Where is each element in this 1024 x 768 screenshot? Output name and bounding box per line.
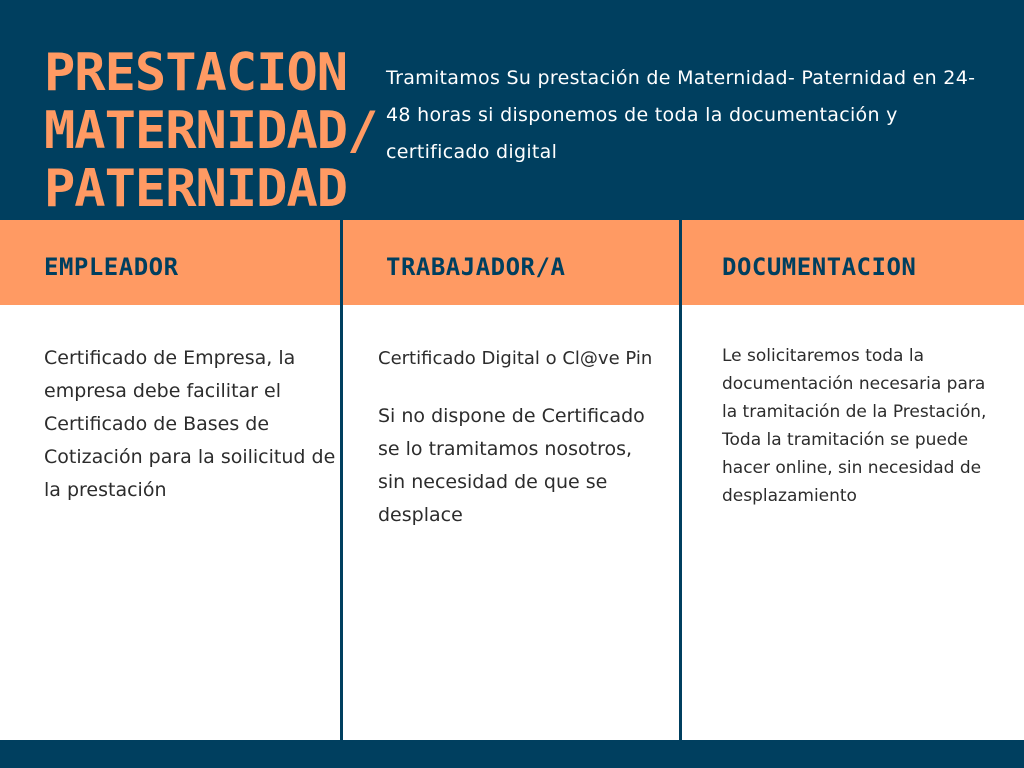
title-line-3: PATERNIDAD — [44, 159, 348, 219]
heading-empleador: EMPLEADOR — [44, 253, 179, 281]
page-title — [44, 44, 384, 218]
column-divider — [679, 220, 682, 740]
intro-text: Tramitamos Su prestación de Maternidad- Paternidad en 24-48 horas si disponemos de toda la documentación y certificado digital — [386, 67, 976, 163]
trabajador-certificate-text: Certificado Digital o Cl@ve Pin — [378, 348, 653, 369]
documentacion-text: Le solicitaremos toda la documentación necesaria para la tramitación de la Prestación, Toda la tramitación se puede hacer online, sin necesidad de desplazamiento — [722, 346, 987, 506]
column-divider — [340, 220, 343, 740]
title-line-1: PRESTACION — [44, 43, 348, 103]
heading-documentacion: DOCUMENTACION — [722, 253, 917, 281]
title-line-2: MATERNIDAD/ — [44, 101, 378, 161]
heading-trabajador: TRABAJADOR/A — [386, 253, 566, 281]
footer-band — [0, 740, 1024, 768]
trabajador-text: Si no dispone de Certificado se lo tramitamos nosotros, sin necesidad de que se desplace — [378, 405, 645, 526]
empleador-text: Certificado de Empresa, la empresa debe facilitar el Certificado de Bases de Cotización para la soilicitud de la prestación — [44, 347, 336, 501]
